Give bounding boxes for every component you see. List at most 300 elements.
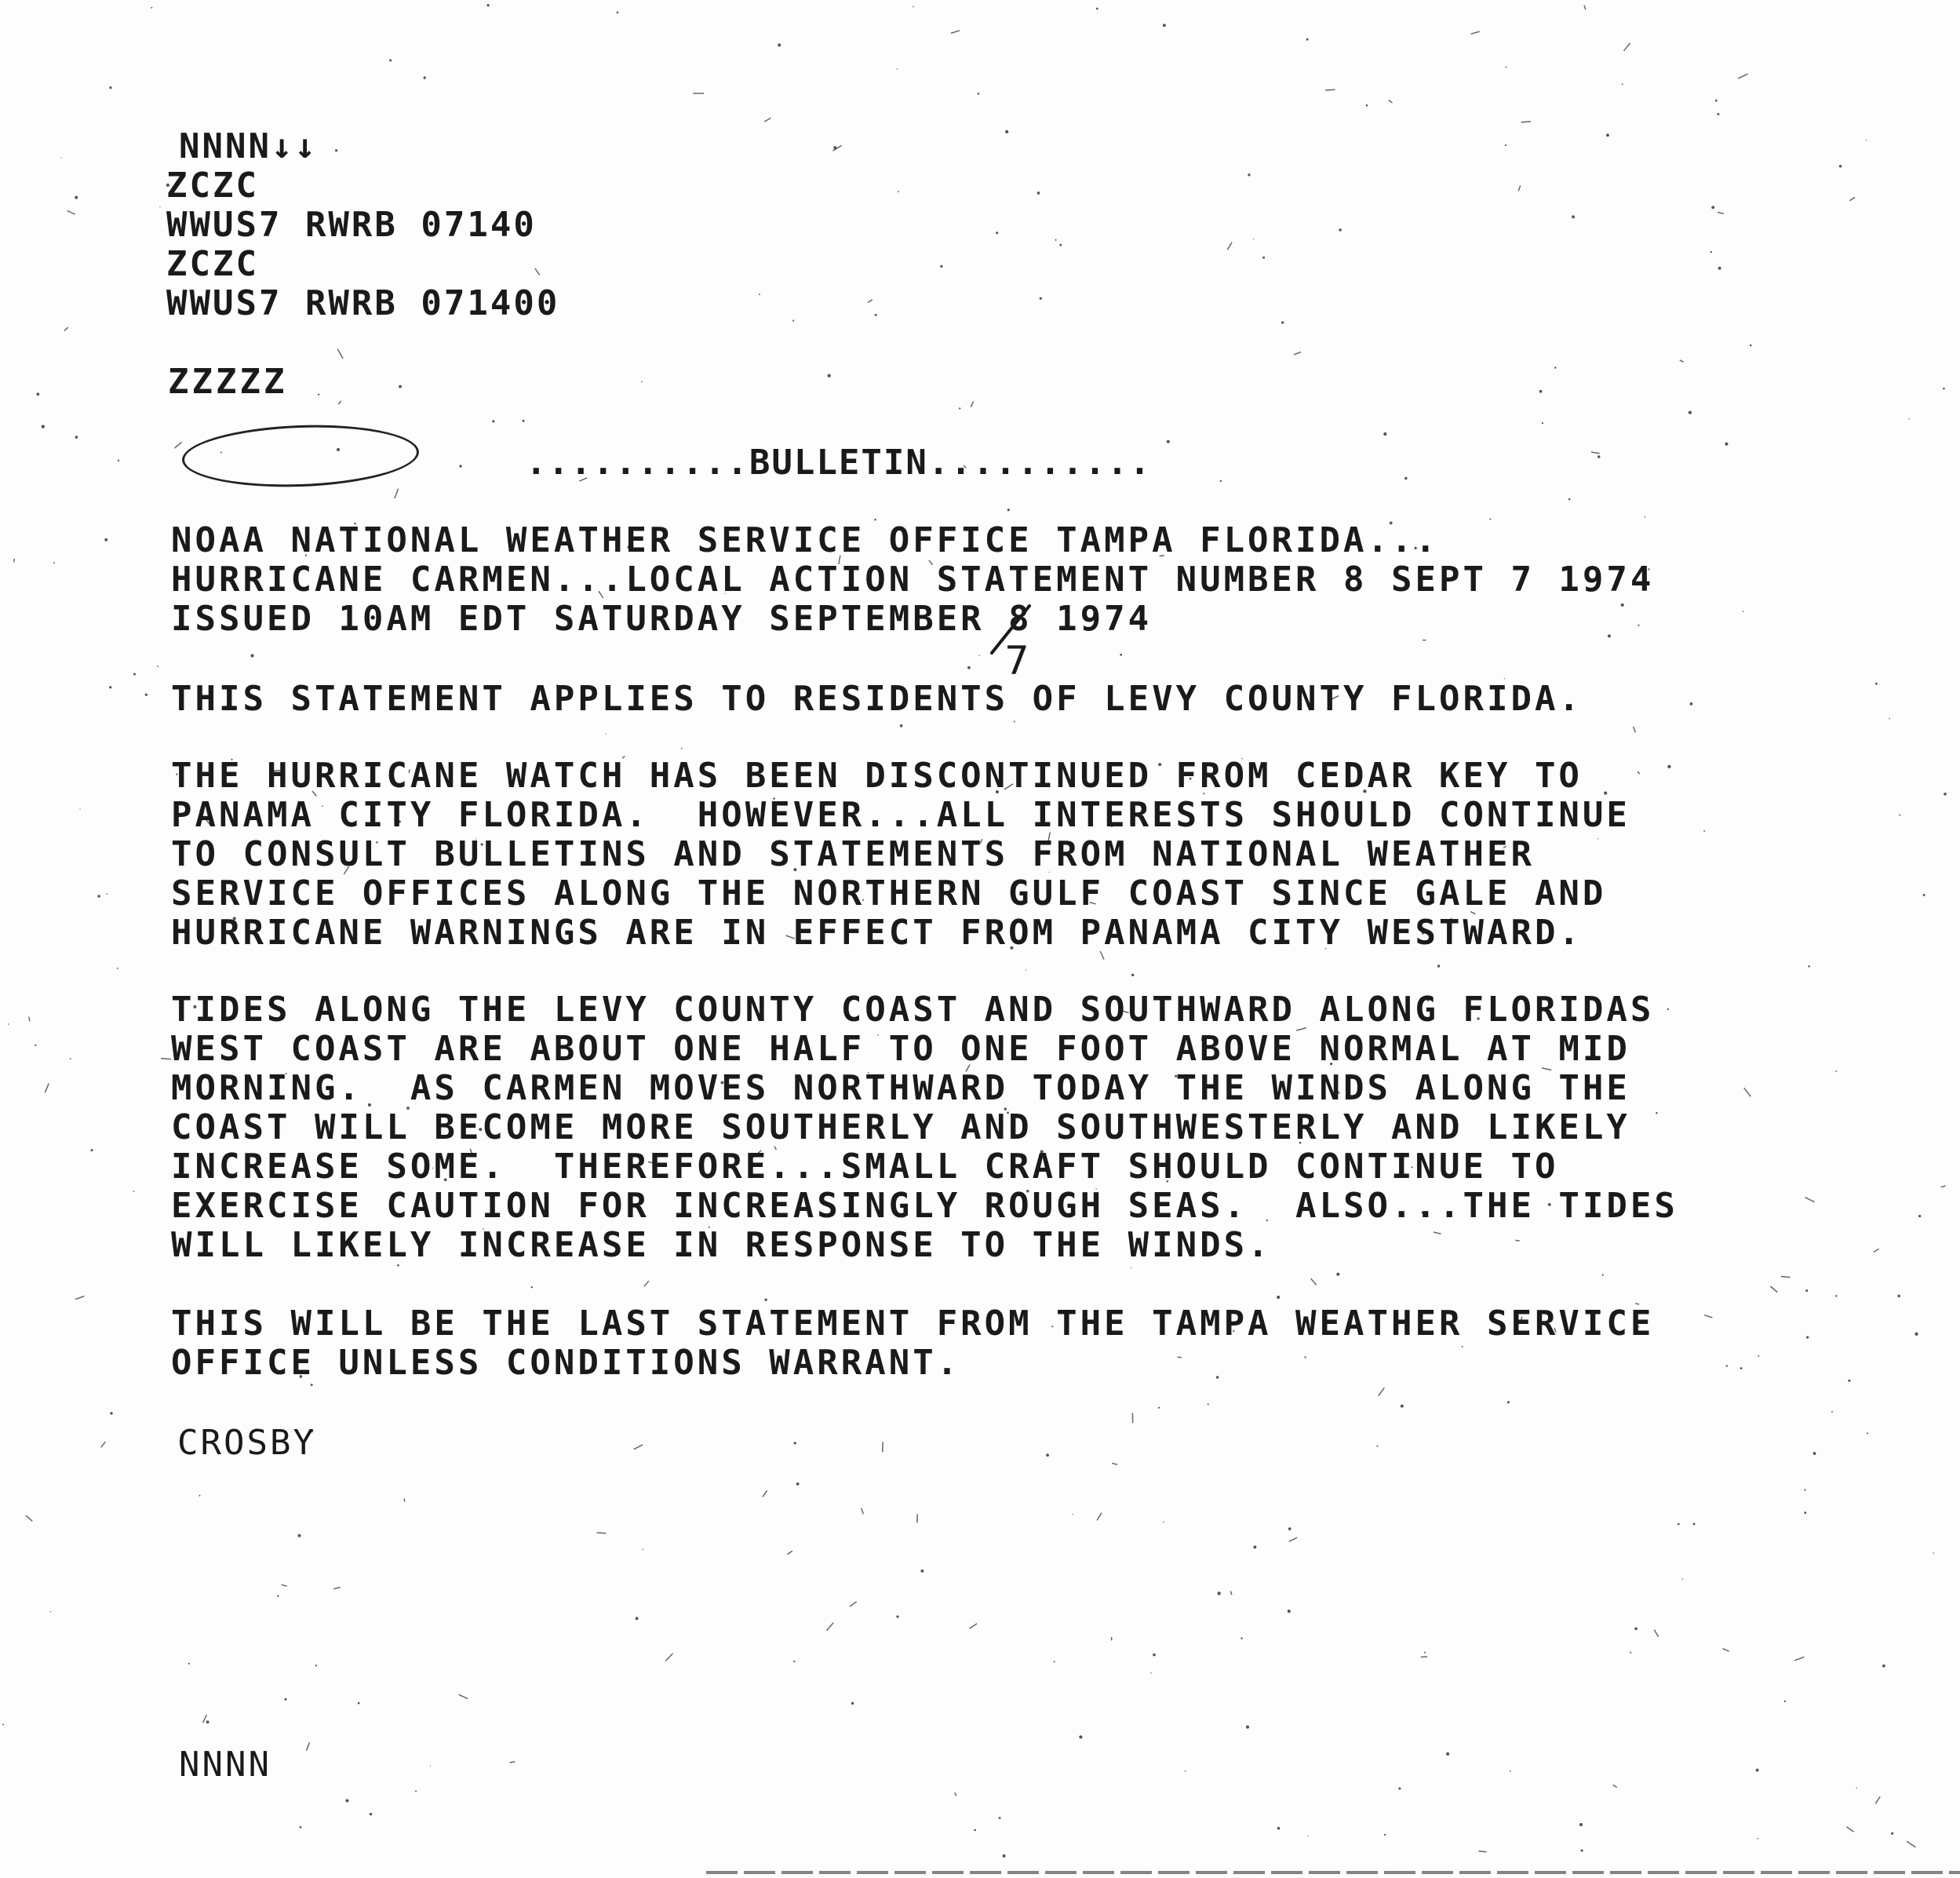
speck — [430, 1765, 431, 1766]
routing-line: ZCZC — [166, 166, 259, 206]
speck — [868, 300, 873, 303]
speck — [311, 1384, 313, 1386]
speck — [1613, 1785, 1617, 1787]
speck — [26, 1515, 32, 1521]
speck — [1339, 228, 1342, 232]
bulletin-banner: ..........BULLETIN.......... — [526, 443, 1152, 483]
routing-line: NNNN↓↓ — [179, 126, 318, 166]
speck — [827, 1623, 834, 1631]
speck — [1059, 244, 1062, 246]
speck — [1738, 74, 1748, 78]
speck — [794, 1442, 796, 1444]
speck — [535, 268, 540, 275]
speck — [1941, 1186, 1946, 1187]
speck — [1899, 815, 1900, 816]
speck — [763, 1490, 767, 1497]
paragraph-line: HURRICANE WARNINGS ARE IN EFFECT FROM PANAMA CITY WESTWARD. — [171, 913, 1583, 953]
speck — [284, 1698, 286, 1701]
paragraph-line: COAST WILL BECOME MORE SOUTHERLY AND SOUTHWESTERLY AND LIKELY — [171, 1107, 1630, 1147]
speck — [617, 12, 619, 14]
speck — [424, 76, 426, 78]
speck — [1918, 1215, 1921, 1217]
speck — [967, 666, 971, 669]
speck — [1281, 321, 1284, 323]
speck — [1289, 1537, 1297, 1541]
speck — [1693, 1522, 1696, 1525]
speck — [1634, 727, 1636, 732]
speck — [188, 1663, 190, 1665]
speck — [1757, 1838, 1758, 1840]
speck — [1781, 1277, 1791, 1278]
speck — [1654, 1630, 1658, 1637]
speck — [1805, 1289, 1808, 1292]
speck — [60, 157, 61, 158]
speck — [459, 465, 461, 467]
speck — [1306, 38, 1309, 41]
speck — [2, 1723, 4, 1725]
speck — [1288, 1527, 1291, 1530]
speck — [1288, 1610, 1291, 1613]
speck — [1037, 191, 1040, 195]
speck — [531, 1286, 533, 1288]
speck — [1376, 1446, 1378, 1447]
speck — [67, 211, 75, 214]
speck — [1882, 1665, 1885, 1668]
speck — [636, 1617, 639, 1620]
speck — [959, 407, 960, 409]
speck — [1943, 388, 1945, 390]
speck — [1690, 702, 1693, 706]
speck — [1515, 1240, 1519, 1241]
speck — [1624, 43, 1630, 51]
speck — [1248, 173, 1250, 176]
speck — [1007, 509, 1010, 511]
speck — [1158, 1407, 1160, 1409]
speck — [1505, 144, 1506, 146]
speck — [75, 196, 78, 199]
speck — [1366, 104, 1368, 107]
speck — [1539, 390, 1543, 393]
speck — [1218, 1592, 1221, 1595]
speck — [1667, 765, 1670, 768]
speck — [337, 349, 343, 359]
speck — [203, 1715, 207, 1723]
routing-line: WWUS7 RWRB 071400 — [166, 283, 560, 323]
speck — [1634, 1627, 1638, 1630]
speck — [1163, 24, 1166, 27]
speck — [1875, 1796, 1880, 1803]
speck — [1518, 185, 1521, 191]
speck — [70, 1058, 71, 1059]
speck — [1711, 206, 1714, 209]
speck — [1253, 1545, 1256, 1548]
speck — [1054, 1661, 1055, 1662]
speck — [1718, 212, 1724, 213]
speck — [1584, 5, 1586, 10]
speck — [1804, 1512, 1806, 1514]
speck — [1678, 1523, 1680, 1526]
speck — [1246, 1726, 1249, 1729]
speck — [1846, 1827, 1853, 1832]
speck — [1638, 625, 1640, 626]
speck — [759, 294, 760, 295]
speck — [1621, 604, 1624, 607]
speck — [1325, 89, 1335, 90]
speck — [1682, 1578, 1684, 1580]
speck — [970, 1624, 978, 1628]
speck — [940, 265, 942, 268]
speck — [1507, 1401, 1510, 1403]
paragraph-line: WILL LIKELY INCREASE IN RESPONSE TO THE WINDS. — [171, 1225, 1272, 1265]
speck — [1294, 352, 1301, 355]
speck — [1277, 1296, 1280, 1299]
speck — [1645, 516, 1646, 518]
speck — [151, 7, 152, 9]
speck — [1003, 1854, 1006, 1858]
handwritten-correction: 7 — [1004, 638, 1029, 684]
speck — [42, 425, 45, 428]
speck — [133, 1191, 135, 1192]
routing-line: ZCZC — [166, 244, 259, 284]
routing-line: WWUS7 RWRB 07140 — [166, 205, 537, 245]
speck — [1112, 1463, 1117, 1464]
speck — [104, 538, 107, 542]
speck — [1794, 1657, 1804, 1661]
speck — [110, 1412, 112, 1414]
speck — [199, 1495, 201, 1497]
speck — [389, 59, 392, 61]
speck — [1835, 1295, 1837, 1296]
speck — [1568, 498, 1571, 501]
speck — [117, 968, 118, 969]
speck — [1874, 1249, 1879, 1252]
speck — [14, 559, 15, 562]
paragraph-line: SERVICE OFFICES ALONG THE NORTHERN GULF COAST SINCE GALE AND — [171, 873, 1607, 913]
speck — [951, 31, 960, 34]
speck — [1602, 1274, 1604, 1275]
speck — [979, 655, 980, 656]
speck — [277, 1595, 279, 1597]
speck — [1040, 297, 1042, 300]
speck — [1704, 1315, 1712, 1318]
speck — [306, 1742, 309, 1751]
speck — [1867, 1432, 1868, 1434]
speck — [404, 1499, 405, 1502]
speck — [1383, 432, 1386, 436]
speck — [157, 666, 158, 667]
speck — [315, 1665, 317, 1666]
speck — [851, 1702, 854, 1705]
speck — [1907, 1841, 1915, 1847]
speck — [1384, 1834, 1386, 1836]
speck — [999, 1817, 1001, 1819]
speck — [1750, 345, 1752, 347]
speck — [1304, 1356, 1306, 1358]
speck — [1230, 1591, 1232, 1595]
speck — [415, 1790, 417, 1792]
speck — [90, 1149, 93, 1151]
speck — [900, 724, 903, 727]
speck — [1835, 1070, 1837, 1072]
speck — [764, 118, 771, 122]
speck — [64, 327, 68, 331]
speck — [335, 149, 337, 151]
speck — [1667, 1008, 1669, 1010]
heading-line: NOAA NATIONAL WEATHER SERVICE OFFICE TAMPA FLORIDA... — [171, 520, 1439, 560]
speck — [1743, 611, 1744, 612]
speck — [1167, 440, 1170, 443]
speck — [1277, 1827, 1281, 1830]
speck — [828, 374, 831, 377]
paragraph-line: PANAMA CITY FLORIDA. HOWEVER...ALL INTERESTS SHOULD CONTINUE — [171, 795, 1630, 835]
speck — [1689, 410, 1692, 414]
speck — [159, 206, 160, 207]
speck — [1046, 1453, 1049, 1457]
speck — [1131, 974, 1134, 976]
speck — [29, 1017, 30, 1022]
speck — [250, 654, 253, 657]
paragraph-line: THIS WILL BE THE LAST STATEMENT FROM THE TAMPA WEATHER SERVICE — [171, 1304, 1655, 1344]
speck — [920, 1570, 924, 1573]
speck — [35, 1045, 36, 1046]
speck — [1725, 443, 1728, 446]
speck — [1756, 1769, 1759, 1772]
speck — [796, 1482, 800, 1486]
speck — [1606, 133, 1609, 137]
speck — [75, 1296, 85, 1300]
speck — [345, 1799, 348, 1802]
speck — [642, 1549, 643, 1550]
speck — [850, 1602, 857, 1606]
speck — [80, 808, 81, 809]
speck — [978, 93, 980, 95]
speck — [1079, 1735, 1082, 1738]
speck — [1220, 480, 1222, 482]
speck — [1630, 1652, 1631, 1654]
speck — [1740, 1367, 1743, 1369]
paragraph-line: TIDES ALONG THE LEVY COUNTY COAST AND SOUTHWARD ALONG FLORIDAS — [171, 990, 1655, 1030]
end-code: NNNN — [179, 1745, 271, 1785]
speck — [36, 392, 39, 396]
paragraph-line: WEST COAST ARE ABOUT ONE HALF TO ONE FOOT ABOVE NORMAL AT MID — [171, 1029, 1630, 1069]
speck — [1744, 1088, 1751, 1096]
paragraph-line: THIS STATEMENT APPLIES TO RESIDENTS OF LEVY COUNTY FLORIDA. — [171, 679, 1583, 719]
speck — [1933, 1552, 1934, 1554]
speck — [1262, 257, 1265, 259]
speck — [833, 146, 836, 149]
speck — [1005, 130, 1008, 133]
speck — [1848, 1380, 1850, 1382]
speck — [1598, 455, 1600, 458]
speck — [1726, 1365, 1728, 1366]
speck — [792, 320, 794, 322]
speck — [318, 394, 319, 396]
speck — [606, 733, 607, 734]
speck — [101, 1442, 106, 1447]
speck — [665, 1654, 672, 1661]
priority-code: ZZZZZ — [168, 362, 288, 402]
paragraph-line: THE HURRICANE WATCH HAS BEEN DISCONTINUED FROM CEDAR KEY TO — [171, 756, 1583, 796]
speck — [1462, 1346, 1463, 1347]
speck — [1944, 793, 1947, 796]
speck — [1336, 1273, 1339, 1276]
speck — [298, 1534, 301, 1537]
speck — [898, 191, 899, 192]
speck — [510, 1762, 516, 1763]
speck — [1770, 1286, 1777, 1293]
speck — [1579, 1823, 1583, 1826]
speck — [1434, 1232, 1441, 1234]
speck — [1389, 100, 1393, 103]
speck — [1479, 1851, 1487, 1852]
speck — [875, 314, 877, 316]
heading-line: ISSUED 10AM EDT SATURDAY SEPTEMBER 8 1974 — [171, 599, 1153, 639]
speck — [1806, 1336, 1809, 1338]
speck — [1656, 1112, 1657, 1114]
speck — [1909, 418, 1910, 419]
speck — [1717, 113, 1719, 115]
speck — [996, 232, 998, 234]
speck — [1784, 1701, 1786, 1702]
speck — [523, 420, 525, 422]
speck — [133, 673, 136, 676]
paragraph-line: INCREASE SOME. THEREFORE...SMALL CRAFT SHOULD CONTINUE TO — [171, 1147, 1559, 1187]
speck — [1014, 720, 1015, 722]
speck — [175, 443, 182, 449]
speck — [1923, 894, 1925, 896]
speck — [1572, 215, 1575, 218]
speck — [1622, 83, 1623, 85]
speck — [75, 436, 78, 439]
speck — [1680, 360, 1684, 363]
speck — [1311, 1278, 1317, 1285]
scan-bottom-edge — [706, 1871, 1960, 1874]
speck — [109, 86, 111, 89]
speck — [644, 1281, 649, 1286]
speck — [974, 1829, 976, 1832]
speck — [1055, 239, 1057, 241]
speck — [333, 1588, 341, 1589]
speck — [1849, 197, 1855, 200]
speck — [862, 1508, 864, 1514]
speck — [1805, 1198, 1815, 1202]
speck — [1404, 477, 1408, 480]
speck — [778, 43, 781, 46]
speck — [641, 381, 643, 383]
speck — [1554, 366, 1556, 368]
speck — [1758, 1355, 1759, 1357]
speck — [1813, 1452, 1816, 1455]
speck — [45, 1084, 49, 1093]
speck — [1897, 1295, 1900, 1297]
speck — [395, 489, 399, 498]
speck — [1808, 965, 1810, 968]
speck — [955, 1792, 956, 1796]
speck — [1723, 1649, 1729, 1652]
speck — [1437, 965, 1440, 967]
speck — [1401, 1405, 1404, 1408]
speck — [793, 1661, 795, 1662]
speck — [1398, 1787, 1401, 1789]
speck — [1831, 1411, 1833, 1413]
speck — [358, 1702, 360, 1705]
speck — [1096, 8, 1098, 10]
speck — [206, 1720, 209, 1723]
speck — [1591, 452, 1600, 454]
speck — [118, 460, 119, 461]
speck — [1153, 1654, 1156, 1657]
speck — [1839, 165, 1842, 168]
speck — [109, 686, 111, 688]
speck — [53, 562, 55, 563]
speck — [1891, 1832, 1893, 1835]
speck — [486, 4, 489, 6]
speck — [787, 1551, 792, 1554]
heading-line: HURRICANE CARMEN...LOCAL ACTION STATEMENT NUMBER 8 SEPT 7 1974 — [171, 560, 1655, 600]
speck — [1638, 771, 1640, 774]
speck — [1227, 242, 1232, 250]
paragraph-line: OFFICE UNLESS CONDITIONS WARRANT. — [171, 1343, 961, 1383]
paragraph-line: EXERCISE CAUTION FOR INCREASINGLY ROUGH SEAS. ALSO...THE TIDES — [171, 1186, 1678, 1226]
speck — [1710, 251, 1712, 253]
speck — [97, 895, 100, 898]
speck — [1185, 1770, 1186, 1772]
speck — [1804, 1489, 1805, 1490]
speck — [1889, 718, 1890, 720]
speck — [145, 694, 148, 696]
speck — [1542, 422, 1543, 424]
speck — [282, 1584, 287, 1586]
speck — [1715, 100, 1718, 102]
paragraph-line: MORNING. AS CARMEN MOVES NORTHWARD TODAY THE WINDS ALONG THE — [171, 1068, 1630, 1108]
speck — [1506, 67, 1507, 68]
speck — [8, 1023, 9, 1025]
speck — [338, 401, 341, 405]
speck — [1150, 1672, 1151, 1673]
speck — [764, 1298, 767, 1300]
speck — [1703, 830, 1705, 832]
speck — [1608, 634, 1611, 637]
speck — [106, 893, 107, 895]
speck — [1379, 1388, 1385, 1395]
speck — [897, 68, 898, 69]
speck — [1718, 267, 1721, 270]
speck — [1178, 1357, 1182, 1358]
speck — [459, 1694, 468, 1698]
speck — [1471, 31, 1480, 34]
speck — [1424, 1652, 1426, 1654]
speck — [300, 1826, 302, 1829]
speck — [896, 1615, 898, 1617]
speck — [1581, 1849, 1583, 1851]
speck — [50, 1611, 51, 1612]
speck — [1446, 1752, 1449, 1756]
speck — [1097, 1513, 1102, 1521]
speck — [1914, 1333, 1918, 1336]
speck — [399, 385, 402, 388]
speck — [971, 402, 973, 407]
signature: CROSBY — [177, 1423, 316, 1463]
speck — [1208, 1403, 1209, 1405]
speck — [492, 420, 494, 422]
speck — [634, 1445, 643, 1450]
speck — [1120, 654, 1122, 656]
speck — [370, 1813, 372, 1815]
speck — [1489, 519, 1491, 520]
speck — [1510, 1770, 1511, 1772]
speck — [1240, 1637, 1242, 1639]
speck — [1163, 1522, 1164, 1523]
